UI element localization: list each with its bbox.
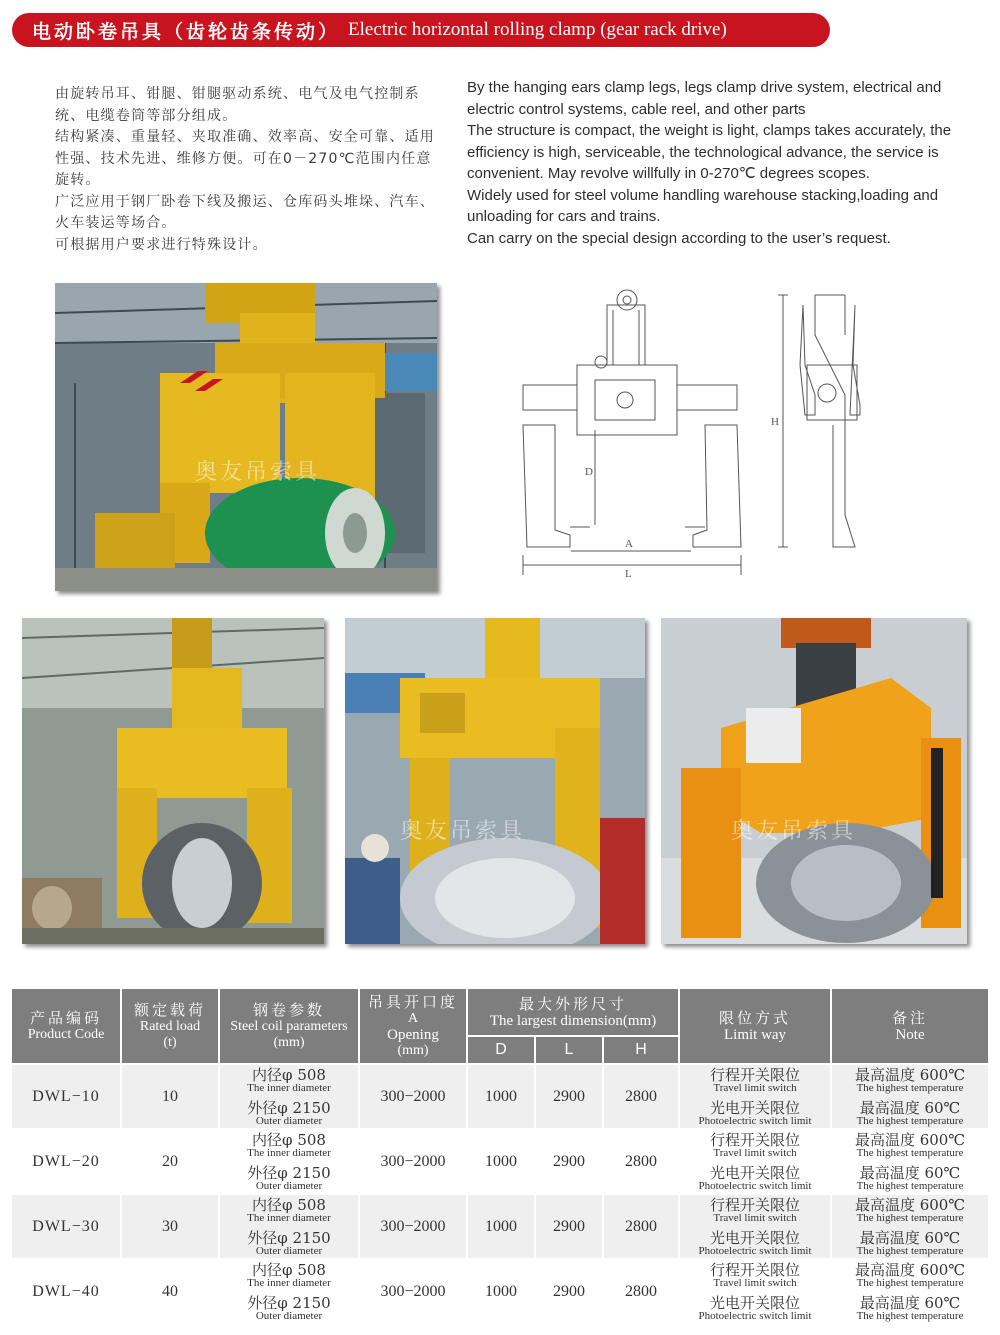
- header-text: (mm): [273, 1035, 305, 1050]
- limit-photoelectric-en: Photoelectric switch limit: [698, 1309, 812, 1322]
- note-temp-60-en: The highest temperature: [856, 1309, 964, 1322]
- limit-photoelectric: 光电开关限位: [710, 1098, 801, 1117]
- outer-diameter-en: Outer diameter: [255, 1244, 323, 1257]
- header-opening: [359, 988, 467, 1064]
- header-text: 备注: [892, 1009, 929, 1027]
- table-row: [11, 1064, 989, 1129]
- cell-dim-d: 1000: [467, 1064, 535, 1129]
- header-dim-d: D: [467, 1036, 535, 1064]
- watermark-text: 奥友吊索具: [731, 819, 857, 844]
- intro-cn-paragraph: 由旋转吊耳、钳腿、钳腿驱动系统、电气及电气控制系统、电缆卷筒等部分组成。: [55, 86, 420, 124]
- cell-limit-way: [679, 1194, 831, 1259]
- factory-photo-3: [661, 618, 967, 944]
- cell-rated-load: 40: [121, 1259, 219, 1324]
- cell-product-code: DWL−40: [11, 1259, 121, 1324]
- cell-opening: 300−2000: [359, 1259, 467, 1324]
- inner-diameter-en: The inner diameter: [247, 1276, 331, 1289]
- note-temp-60: 最高温度 60℃: [859, 1293, 961, 1312]
- cell-opening: 300−2000: [359, 1064, 467, 1129]
- header-dim-h: H: [603, 1036, 679, 1064]
- note-temp-600-en: The highest temperature: [856, 1211, 964, 1224]
- cell-limit-way: [679, 1259, 831, 1324]
- watermark-text: 奥友吊索具: [400, 819, 526, 844]
- technical-drawing: [515, 285, 875, 585]
- limit-photoelectric: 光电开关限位: [710, 1163, 801, 1182]
- note-temp-600: 最高温度 600℃: [854, 1065, 966, 1084]
- main-photo-illustration: [55, 283, 437, 591]
- note-temp-60-en: The highest temperature: [856, 1114, 964, 1127]
- header-note: [831, 988, 989, 1064]
- cell-note: [831, 1194, 989, 1259]
- cell-dim-d: 1000: [467, 1259, 535, 1324]
- photo-illustration-3: [661, 618, 967, 944]
- cell-opening: 300−2000: [359, 1129, 467, 1194]
- limit-photoelectric: 光电开关限位: [710, 1228, 801, 1247]
- header-text: 产品编码: [29, 1009, 102, 1027]
- dimension-label-a: A: [625, 538, 633, 550]
- cell-dim-l: 2900: [535, 1259, 603, 1324]
- limit-travel: 行程开关限位: [710, 1065, 801, 1084]
- limit-travel-en: Travel limit switch: [713, 1081, 797, 1094]
- dimension-label-l: L: [625, 568, 632, 580]
- intro-cn-paragraph: 可根据用户要求进行特殊设计。: [55, 236, 268, 253]
- cell-note: [831, 1064, 989, 1129]
- note-temp-60-en: The highest temperature: [856, 1179, 964, 1192]
- note-temp-600: 最高温度 600℃: [854, 1130, 966, 1149]
- table-row: [11, 1129, 989, 1194]
- header-text: A: [407, 1011, 419, 1026]
- cell-rated-load: 20: [121, 1129, 219, 1194]
- header-text: The largest dimension(mm): [489, 1013, 657, 1029]
- clamp-dimension-diagram: [515, 285, 875, 585]
- limit-photoelectric-en: Photoelectric switch limit: [698, 1179, 812, 1192]
- cell-product-code: DWL−10: [11, 1064, 121, 1129]
- inner-diameter-en: The inner diameter: [247, 1081, 331, 1094]
- intro-cn-paragraph: 结构紧凑、重量轻、夹取准确、效率高、安全可靠、适用性强、技术先进、维修方便。可在0－270℃范围内任意旋转。: [55, 129, 435, 188]
- header-text: Limit way: [723, 1027, 787, 1043]
- limit-travel-en: Travel limit switch: [713, 1211, 797, 1224]
- header-product-code: [11, 988, 121, 1064]
- cell-limit-way: [679, 1064, 831, 1129]
- header-largest-dimension: [467, 988, 679, 1036]
- outer-diameter: 外径φ 2150: [247, 1293, 331, 1312]
- outer-diameter: 外径φ 2150: [247, 1163, 331, 1182]
- title-en: Electric horizontal rolling clamp (gear rack drive): [348, 19, 727, 40]
- intro-english: [467, 77, 962, 249]
- table-row: [11, 1259, 989, 1324]
- outer-diameter-en: Outer diameter: [255, 1114, 323, 1127]
- header-text: 限位方式: [719, 1009, 792, 1027]
- cell-rated-load: 30: [121, 1194, 219, 1259]
- cell-dim-l: 2900: [535, 1064, 603, 1129]
- header-dim-l: L: [535, 1036, 603, 1064]
- note-temp-60-en: The highest temperature: [856, 1244, 964, 1257]
- note-temp-600: 最高温度 600℃: [854, 1260, 966, 1279]
- limit-photoelectric-en: Photoelectric switch limit: [698, 1244, 812, 1257]
- spec-table: [10, 987, 990, 1325]
- header-text: Note: [895, 1027, 925, 1043]
- cell-coil-params: [219, 1194, 359, 1259]
- table-row: [11, 1194, 989, 1259]
- inner-diameter: 内径φ 508: [252, 1260, 326, 1279]
- header-text: 额定载荷: [133, 1001, 206, 1019]
- limit-travel: 行程开关限位: [710, 1260, 801, 1279]
- inner-diameter-en: The inner diameter: [247, 1146, 331, 1159]
- header-text: Steel coil parameters: [230, 1019, 348, 1034]
- outer-diameter-en: Outer diameter: [255, 1179, 323, 1192]
- header-text: Opening: [387, 1027, 439, 1043]
- limit-photoelectric: 光电开关限位: [710, 1293, 801, 1312]
- cell-coil-params: [219, 1259, 359, 1324]
- cell-note: [831, 1259, 989, 1324]
- cell-product-code: DWL−30: [11, 1194, 121, 1259]
- inner-diameter: 内径φ 508: [252, 1130, 326, 1149]
- note-temp-600-en: The highest temperature: [856, 1081, 964, 1094]
- cell-coil-params: [219, 1064, 359, 1129]
- cell-dim-h: 2800: [603, 1194, 679, 1259]
- note-temp-600: 最高温度 600℃: [854, 1195, 966, 1214]
- cell-product-code: DWL−20: [11, 1129, 121, 1194]
- header-text: 最大外形尺寸: [519, 995, 628, 1013]
- intro-en-paragraph: Widely used for steel volume handling warehouse stacking,loading and unloading for cars and trains.: [467, 186, 939, 225]
- header-limit-way: [679, 988, 831, 1064]
- limit-travel-en: Travel limit switch: [713, 1276, 797, 1289]
- intro-cn-paragraph: 广泛应用于钢厂卧卷下线及搬运、仓库码头堆垛、汽车、火车装运等场合。: [55, 193, 435, 231]
- header-text: Product Code: [27, 1027, 105, 1042]
- note-temp-600-en: The highest temperature: [856, 1146, 964, 1159]
- cell-coil-params: [219, 1129, 359, 1194]
- intro-en-paragraph: Can carry on the special design according to the user’s request.: [467, 229, 891, 247]
- title-banner: [12, 13, 830, 47]
- inner-diameter: 内径φ 508: [252, 1195, 326, 1214]
- factory-photo-2: [345, 618, 645, 944]
- header-text: (mm): [397, 1043, 429, 1058]
- watermark-text: 奥友吊索具: [195, 460, 321, 485]
- outer-diameter: 外径φ 2150: [247, 1228, 331, 1247]
- note-temp-60: 最高温度 60℃: [859, 1163, 961, 1182]
- intro-en-paragraph: By the hanging ears clamp legs, legs clamp drive system, electrical and electric control systems, cable reel, and other parts: [467, 79, 942, 118]
- outer-diameter: 外径φ 2150: [247, 1098, 331, 1117]
- header-text: (t): [163, 1035, 177, 1050]
- title-cn: 电动卧卷吊具（齿轮齿条传动）: [32, 20, 341, 43]
- note-temp-600-en: The highest temperature: [856, 1276, 964, 1289]
- header-text: 吊具开口度: [367, 993, 458, 1011]
- header-rated-load: [121, 988, 219, 1064]
- note-temp-60: 最高温度 60℃: [859, 1228, 961, 1247]
- table-header-row: [11, 988, 989, 1036]
- limit-travel: 行程开关限位: [710, 1195, 801, 1214]
- cell-opening: 300−2000: [359, 1194, 467, 1259]
- dimension-label-d: D: [585, 466, 593, 478]
- cell-limit-way: [679, 1129, 831, 1194]
- cell-dim-h: 2800: [603, 1064, 679, 1129]
- dimension-label-h: H: [771, 416, 779, 428]
- cell-note: [831, 1129, 989, 1194]
- cell-dim-l: 2900: [535, 1129, 603, 1194]
- header-text: 钢卷参数: [252, 1001, 325, 1019]
- outer-diameter-en: Outer diameter: [255, 1309, 323, 1322]
- inner-diameter: 内径φ 508: [252, 1065, 326, 1084]
- intro-chinese: [55, 84, 440, 256]
- factory-photo-1: [22, 618, 324, 944]
- intro-en-paragraph: The structure is compact, the weight is light, clamps takes accurately, the efficiency is high, serviceable, the technological advance, the service is convenient. May revolve willfully in 0-270℃ degrees scopes.: [467, 122, 952, 182]
- cell-dim-d: 1000: [467, 1129, 535, 1194]
- limit-travel: 行程开关限位: [710, 1130, 801, 1149]
- photo-illustration-2: [345, 618, 645, 944]
- header-steel-coil: [219, 988, 359, 1064]
- note-temp-60: 最高温度 60℃: [859, 1098, 961, 1117]
- cell-dim-d: 1000: [467, 1194, 535, 1259]
- cell-rated-load: 10: [121, 1064, 219, 1129]
- photo-illustration-1: [22, 618, 324, 944]
- cell-dim-h: 2800: [603, 1259, 679, 1324]
- limit-photoelectric-en: Photoelectric switch limit: [698, 1114, 812, 1127]
- cell-dim-h: 2800: [603, 1129, 679, 1194]
- limit-travel-en: Travel limit switch: [713, 1146, 797, 1159]
- inner-diameter-en: The inner diameter: [247, 1211, 331, 1224]
- cell-dim-l: 2900: [535, 1194, 603, 1259]
- header-text: Rated load: [139, 1019, 201, 1034]
- main-product-photo: [55, 283, 437, 591]
